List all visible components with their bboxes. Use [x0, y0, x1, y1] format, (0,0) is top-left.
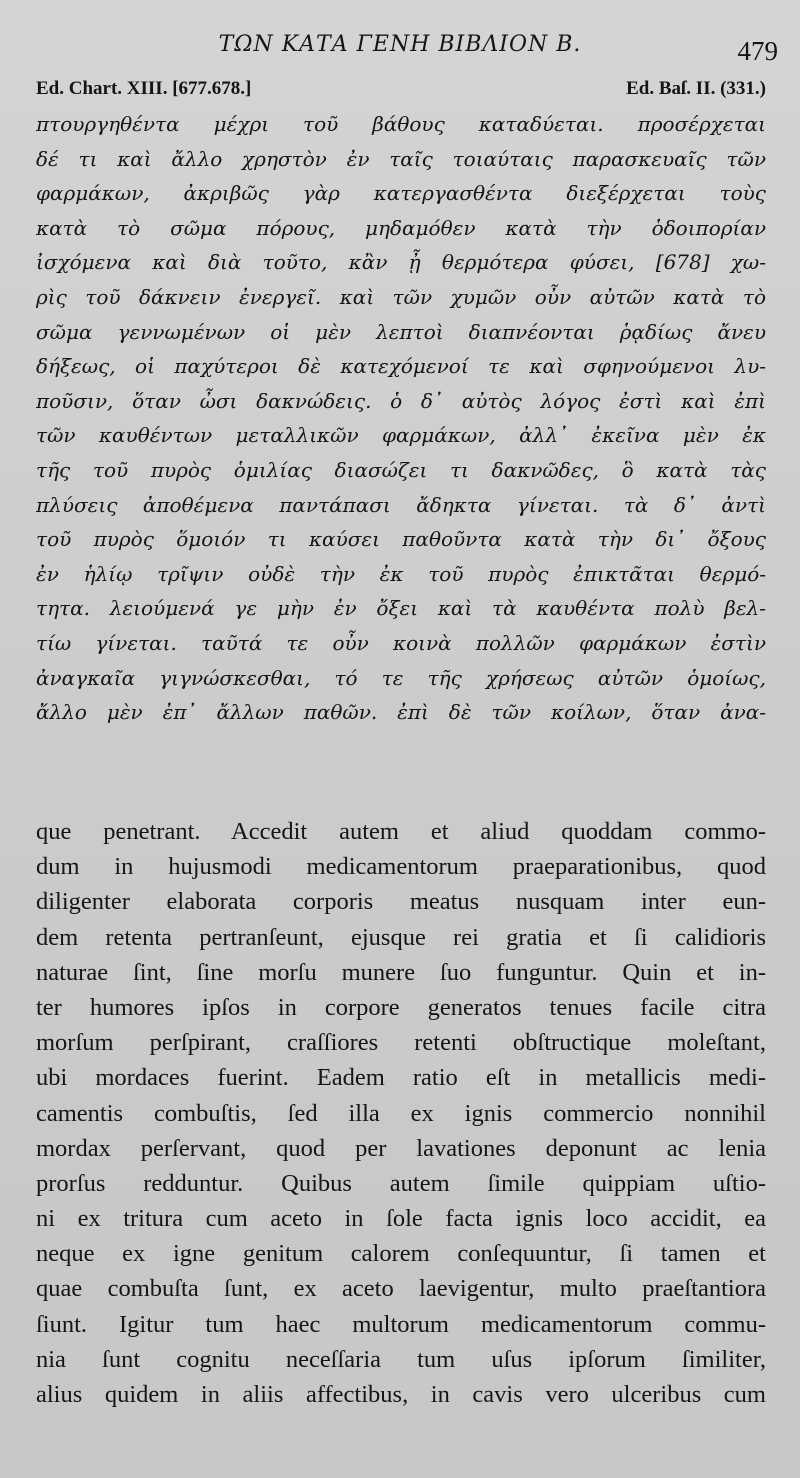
greek-text-line: πλύσεις ἀποθέμενα παντάπασι ἄδηκτα γίνεται. τὰ δ᾽ ἀντὶ — [36, 492, 766, 517]
greek-text-line: τῶν καυθέντων μεταλλικῶν φαρμάκων, ἀλλ᾽ ἐκεῖνα μὲν ἐκ — [36, 423, 766, 448]
latin-text-line: dum in hujusmodi medicamentorum praeparationibus, quod — [36, 853, 766, 881]
greek-text-line: δήξεως, οἱ παχύτεροι δὲ κατεχόμενοί τε καὶ σφηνούμενοι λυ- — [36, 354, 766, 379]
greek-text-line: τοῦ πυρὸς ὅμοιόν τι καύσει παθοῦντα κατὰ τὴν δι᾽ ὄξους — [36, 527, 766, 552]
latin-text-line: prorſus redduntur. Quibus autem ſimile quippiam uſtio- — [36, 1169, 766, 1197]
latin-text-line: ni ex tritura cum aceto in ſole facta ignis loco accidit, ea — [36, 1205, 766, 1233]
greek-text-line: ἄλλο μὲν ἐπ᾽ ἄλλων παθῶν. ἐπὶ δὲ τῶν κοίλων, ὅταν ἀνα- — [36, 700, 766, 725]
latin-text-line: quae combuſta ſunt, ex aceto laevigentur, multo praeſtantiora — [36, 1275, 766, 1303]
greek-text-line: ρὶς τοῦ δάκνειν ἐνεργεῖ. καὶ τῶν χυμῶν οὖν αὐτῶν κατὰ τὸ — [36, 284, 766, 309]
edition-reference-basel: Ed. Baſ. II. (331.) — [626, 78, 766, 99]
greek-text-line: ἰσχόμενα καὶ διὰ τοῦτο, κἂν ᾖ θερμότερα φύσει, [678] χω- — [36, 250, 766, 275]
greek-text-line: ἐν ἡλίῳ τρῖψιν οὐδὲ τὴν ἐκ τοῦ πυρὸς ἐπικτᾶται θερμό- — [36, 561, 766, 586]
latin-text-line: ter humores ipſos in corpore generatos tenues facile citra — [36, 993, 766, 1021]
latin-text-line: ſiunt. Igitur tum haec multorum medicamentorum commu- — [36, 1310, 766, 1338]
latin-text-line: mordax perſervant, quod per lavationes deponunt ac lenia — [36, 1134, 766, 1162]
greek-text-line: ἀναγκαῖα γιγνώσκεσθαι, τό τε τῆς χρήσεως αὐτῶν ὁμοίως, — [36, 665, 766, 690]
greek-text-block — [36, 107, 766, 730]
greek-text-line: σῶμα γεννωμένων οἱ μὲν λεπτοὶ διαπνέονται ῥᾳδίως ἄνευ — [36, 319, 766, 344]
greek-text-line: φαρμάκων, ἀκριβῶς γὰρ κατεργασθέντα διεξέρχεται τοὺς — [36, 181, 766, 206]
latin-text-line: neque ex igne genitum calorem conſequuntur, ſi tamen et — [36, 1240, 766, 1268]
latin-text-line: morſum perſpirant, craſſiores retenti obſtructique moleſtant, — [36, 1029, 766, 1057]
greek-text-line: τητα. λειούμενά γε μὴν ἐν ὄξει καὶ τὰ καυθέντα πολὺ βελ- — [36, 596, 766, 621]
greek-text-line: τῆς τοῦ πυρὸς ὁμιλίας διασώζει τι δακνῶδες, ὃ κατὰ τὰς — [36, 457, 766, 482]
latin-text-line: diligenter elaborata corporis meatus nusquam inter eun- — [36, 888, 766, 916]
greek-text-line: πτουργηθέντα μέχρι τοῦ βάθους καταδύεται. προσέρχεται — [36, 112, 766, 136]
latin-text-line: camentis combuſtis, ſed illa ex ignis commercio nonnihil — [36, 1099, 766, 1127]
latin-text-line: dem retenta pertranſeunt, ejusque rei gratia et ſi calidioris — [36, 923, 766, 951]
greek-text-line: τίω γίνεται. ταῦτά τε οὖν κοινὰ πολλῶν φαρμάκων ἐστὶν — [36, 630, 766, 655]
greek-text-line: κατὰ τὸ σῶμα πόρους, μηδαμόθεν κατὰ τὴν ὁδοιπορίαν — [36, 215, 766, 240]
latin-text-line: naturae ſint, ſine morſu munere ſuo funguntur. Quin et in- — [36, 958, 766, 986]
latin-text-line: ubi mordaces fuerint. Eadem ratio eſt in metallicis medi- — [36, 1064, 766, 1092]
latin-text-block — [36, 814, 766, 1412]
running-title: ΤΩΝ ΚΑΤΑ ΓΕΝΗ ΒΙΒΛΙΟΝ Β. — [218, 32, 582, 57]
greek-text-line: δέ τι καὶ ἄλλο χρηστὸν ἐν ταῖς τοιαύταις παρασκευαῖς τῶν — [36, 146, 766, 171]
edition-reference-chartier: Ed. Chart. XIII. [677.678.] — [36, 78, 252, 99]
latin-text-line: alius quidem in aliis affectibus, in cavis vero ulceribus cum — [36, 1381, 766, 1408]
page-number: 479 — [737, 36, 778, 66]
latin-text-line: nia ſunt cognitu neceſſaria tum uſus ipſorum ſimiliter, — [36, 1345, 766, 1373]
latin-text-line: que penetrant. Accedit autem et aliud quoddam commo- — [36, 818, 766, 845]
greek-text-line: ποῦσιν, ὅταν ὦσι δακνώδεις. ὁ δ᾽ αὐτὸς λόγος ἐστὶ καὶ ἐπὶ — [36, 388, 766, 413]
